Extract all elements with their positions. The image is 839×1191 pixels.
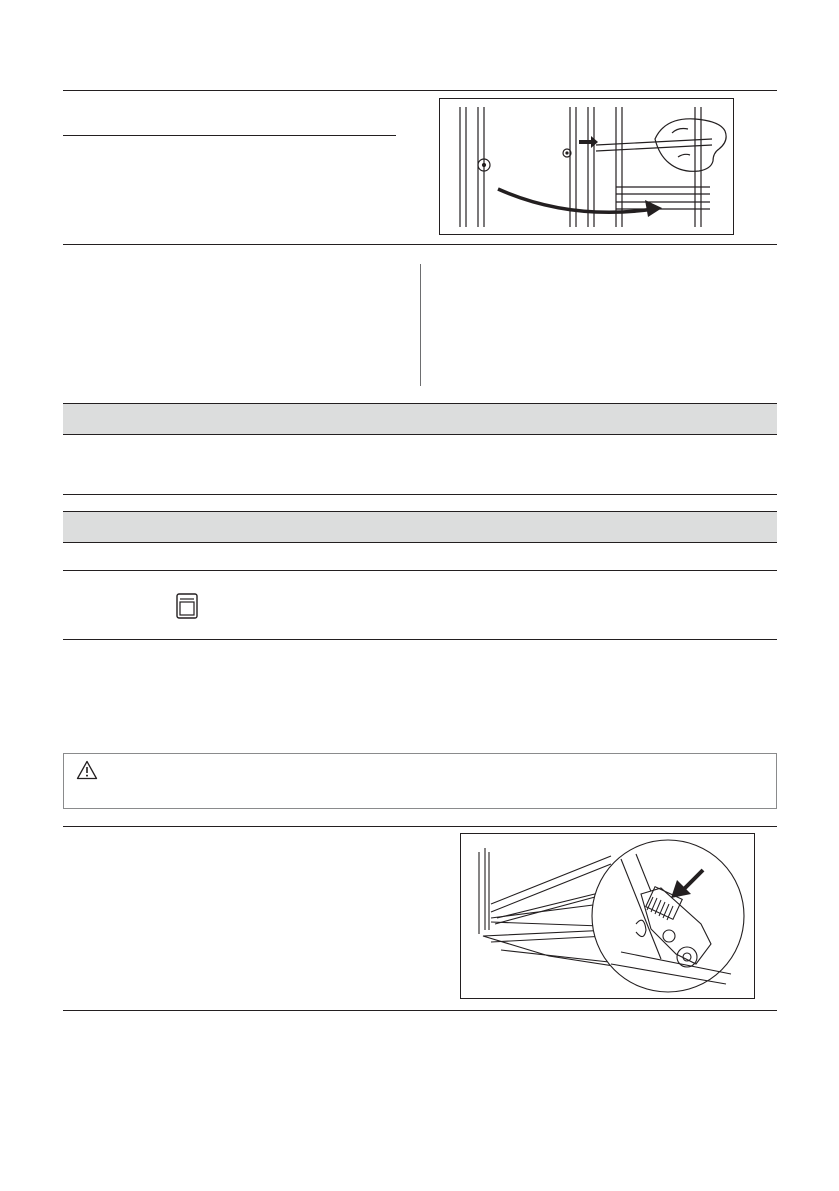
oven-symbol-icon [176, 593, 198, 624]
column-divider [420, 264, 421, 386]
door-hinge-illustration [460, 833, 755, 999]
section-divider-5 [63, 639, 777, 640]
table-header-band-2 [63, 511, 777, 543]
shelf-support-removal-illustration [439, 98, 734, 235]
section-divider-3 [63, 494, 777, 495]
table-header-band-1 [63, 403, 777, 435]
warning-box [63, 753, 777, 809]
title-underline [63, 135, 396, 136]
section-divider-6 [63, 826, 777, 827]
bottom-rule [63, 1010, 777, 1011]
section-divider-1 [63, 244, 777, 245]
top-section-rule [63, 90, 777, 91]
section-divider-4 [63, 570, 777, 571]
warning-triangle-icon [76, 760, 98, 785]
